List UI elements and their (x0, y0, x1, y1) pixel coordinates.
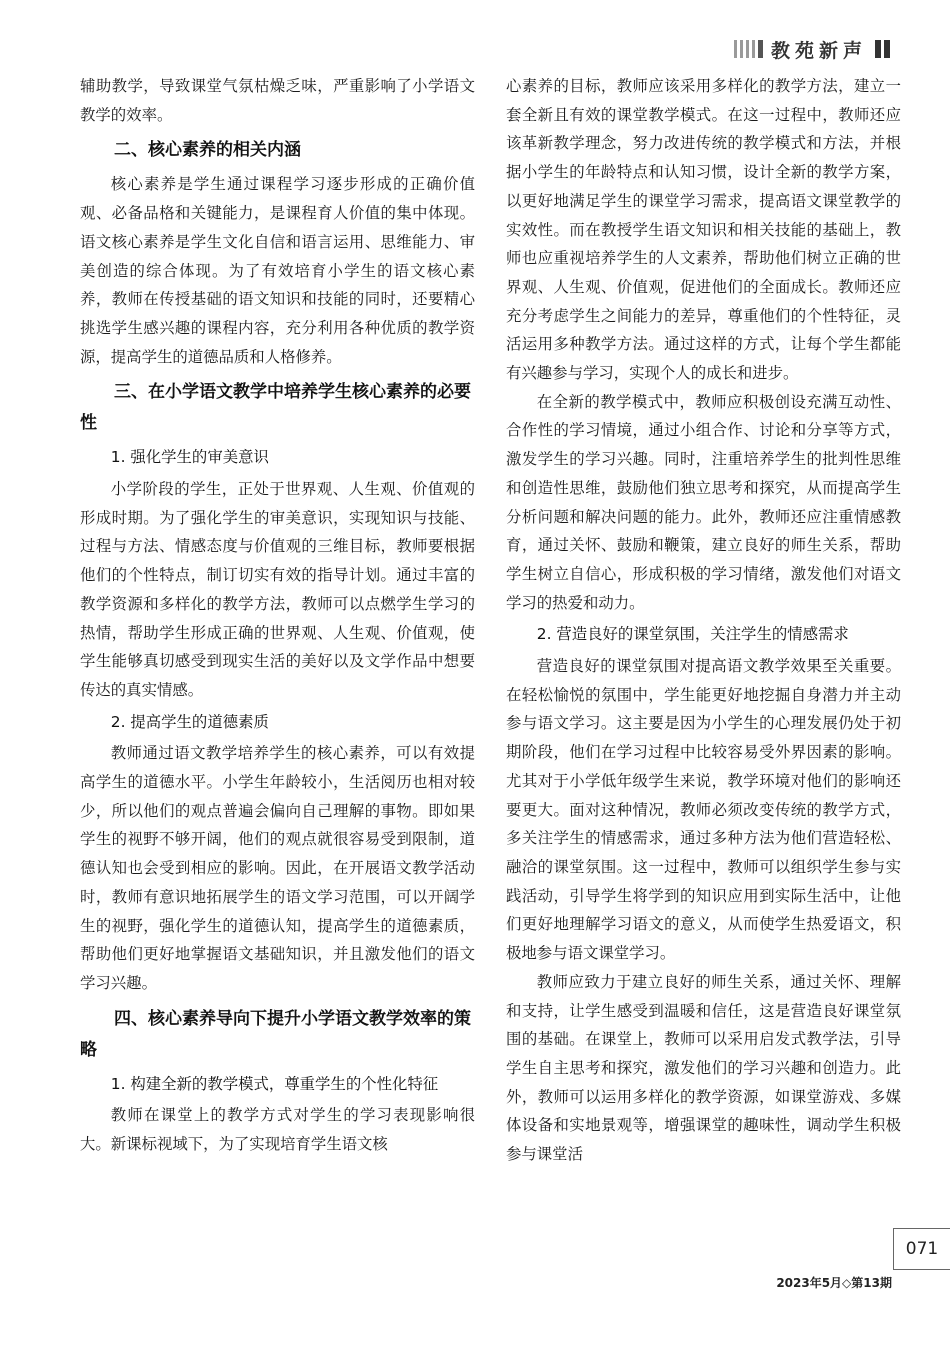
page-number: 071 (893, 1228, 950, 1270)
column-title: 教苑新声 (770, 39, 867, 62)
subsection-4-1-paragraph: 教师在课堂上的教学方式对学生的学习表现影响很大。新课标视域下，为了实现培育学生语文核 (80, 1106, 475, 1154)
subsection-3-2-heading: 2. 提高学生的道德素质 (110, 712, 269, 731)
right-column (506, 72, 901, 1169)
subsection-3-1-heading: 1. 强化学生的审美意识 (110, 448, 269, 467)
section-4-heading: 四、核心素养导向下提升小学语文教学效率的策略 (80, 1008, 471, 1060)
section-3-heading: 三、在小学语文教学中培养学生核心素养的必要性 (80, 382, 471, 434)
paragraph-continued: 心素养的目标，教师应该采用多样化的教学方法，建立一套全新且有效的课堂教学模式。在这一过程中，教师还应该革新教学理念，努力改进传统的教学模式和方法，并根据小学生的年龄特点和认知习惯，设计全新的教学方案，以更好地满足学生的课堂学习需求，提高语文课堂教学的实效性。而在教授学生语文知识和相关技能的基础上，教师也应重视培养学生的人文素养，帮助他们树立正确的世界观、人生观、价值观，促进他们的全面成长。教师还应充分考虑学生之间能力的差异，尊重他们的个性特征，灵活运用多种教学方法。通过这样的方式，让每个学生都能有兴趣参与学习，实现个人的成长和进步。 (506, 77, 901, 383)
header-bars-decoration (875, 40, 890, 58)
subsection-4-2-paragraph-b: 教师应致力于建立良好的师生关系，通过关怀、理解和支持，让学生感受到温暖和信任，这是营造良好课堂氛围的基础。在课堂上，教师可以采用启发式教学法，引导学生自主思考和探究，激发他们的学习兴趣和创造力。此外，教师可以运用多样化的教学资源，如课堂游戏、多媒体设备和实地景观等，增强课堂的趣味性，调动学生积极参与课堂活 (506, 972, 901, 1164)
section-2-heading: 二、核心素养的相关内涵 (114, 140, 301, 161)
issue-label: 2023年5月◇第13期 (776, 1276, 892, 1290)
header-stripes-decoration (734, 40, 763, 58)
subsection-3-2-paragraph: 教师通过语文教学培养学生的核心素养，可以有效提高学生的道德水平。小学生年龄较小，生活阅历也相对较少，所以他们的观点普遍会偏向自己理解的事物。即如果学生的视野不够开阔，他们的观点就很容易受到限制，道德认知也会受到相应的影响。因此，在开展语文教学活动时，教师有意识地拓展学生的语文学习范围，可以开阔学生的视野，强化学生的道德认知，提高学生的道德素质，帮助他们更好地掌握语文基础知识，并且激发他们的语文学习兴趣。 (80, 744, 475, 992)
left-column (80, 72, 475, 1159)
running-header (734, 36, 890, 62)
subsection-4-1-heading: 1. 构建全新的教学模式，尊重学生的个性化特征 (110, 1074, 439, 1093)
paragraph-intro: 辅助教学，导致课堂气氛枯燥乏味，严重影响了小学语文教学的效率。 (80, 77, 475, 124)
subsection-3-1-paragraph: 小学阶段的学生，正处于世界观、人生观、价值观的形成时期。为了强化学生的审美意识，实现知识与技能、过程与方法、情感态度与价值观的三维目标，教师要根据他们的个性特点，制订切实有效的指导计划。通过丰富的教学资源和多样化的教学方法，教师可以点燃学生学习的热情，帮助学生形成正确的世界观、人生观、价值观，使学生能够真切感受到现实生活的美好以及文学作品中想要传达的真实情感。 (80, 480, 475, 699)
section-2-paragraph: 核心素养是学生通过课程学习逐步形成的正确价值观、必备品格和关键能力，是课程育人价值的集中体现。语文核心素养是学生文化自信和语言运用、思维能力、审美创造的综合体现。为了有效培育小学生的语文核心素养，教师在传授基础的语文知识和技能的同时，还要精心挑选学生感兴趣的课程内容，充分利用各种优质的教学资源，提高学生的道德品质和人格修养。 (80, 175, 475, 366)
paragraph-teaching-mode: 在全新的教学模式中，教师应积极创设充满互动性、合作性的学习情境，通过小组合作、讨论和分享等方式，激发学生的学习兴趣。同时，注重培养学生的批判性思维和创造性思维，鼓励他们独立思考和探究，从而提高学生分析问题和解决问题的能力。此外，教师还应注重情感教育，通过关怀、鼓励和鞭策，建立良好的师生关系，帮助学生树立自信心，形成积极的学习情绪，激发他们对语文学习的热爱和动力。 (506, 392, 901, 612)
subsection-4-2-paragraph-a: 营造良好的课堂氛围对提高语文教学效果至关重要。在轻松愉悦的氛围中，学生能更好地挖掘自身潜力并主动参与语文学习。这主要是因为小学生的心理发展仍处于初期阶段，他们在学习过程中比较容易受外界因素的影响。尤其对于小学低年级学生来说，教学环境对他们的影响还要更大。面对这种情况，教师必须改变传统的教学方式，多关注学生的情感需求，通过多种方法为他们营造轻松、融洽的课堂氛围。这一过程中，教师可以组织学生参与实践活动，引导学生将学到的知识应用到实际生活中，让他们更好地理解学习语文的意义，从而使学生热爱语文，积极地参与语文课堂学习。 (506, 657, 901, 963)
subsection-4-2-heading: 2. 营造良好的课堂氛围，关注学生的情感需求 (536, 625, 849, 644)
